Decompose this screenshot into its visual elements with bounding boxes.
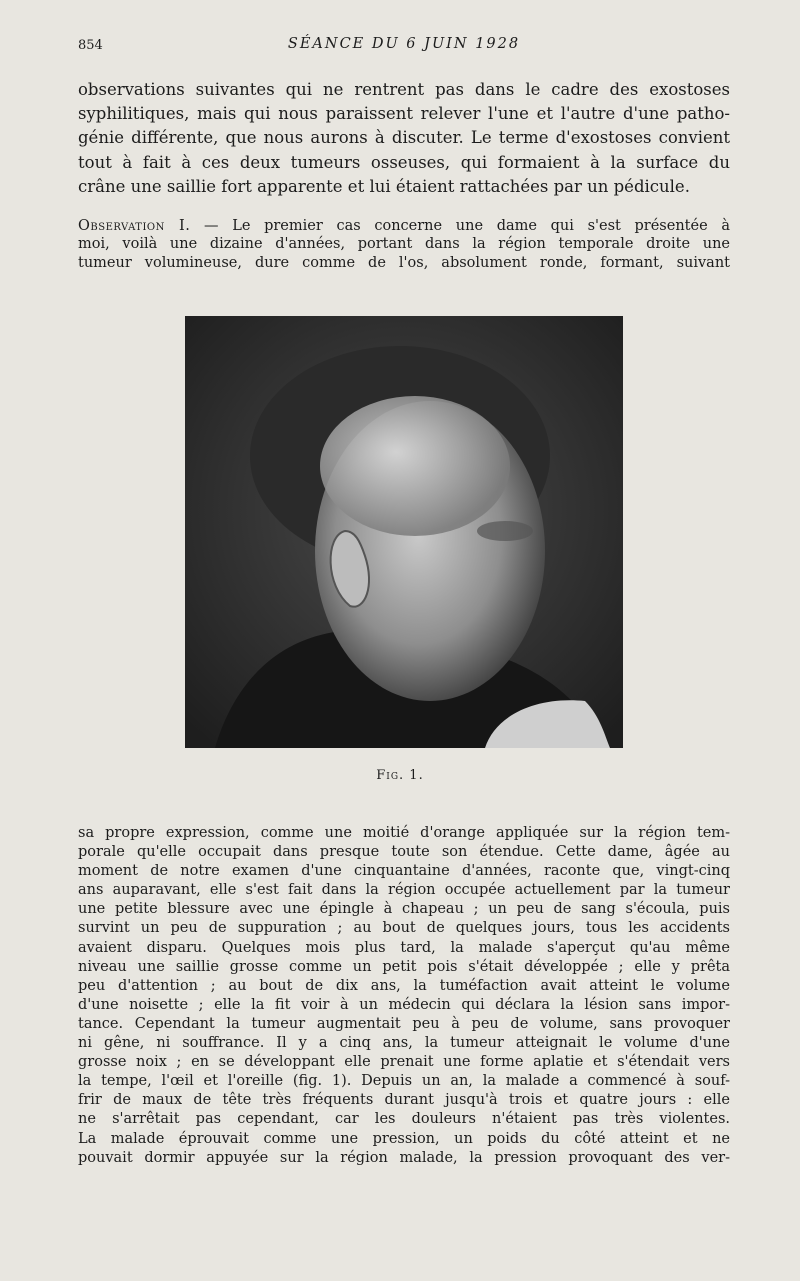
text-line: ans auparavant, elle s'est fait dans la région occupée actuellement par la tumeur — [78, 882, 730, 899]
text-line: observations suivantes qui ne rentrent pas dans le cadre des exostoses — [78, 80, 730, 99]
text-line: tumeur volumineuse, dure comme de l'os, absolument ronde, formant, suivant — [78, 254, 730, 271]
text-line — [78, 217, 730, 235]
observation-first-line: — Le premier cas concerne une dame qui s'est présentée à — [190, 218, 730, 234]
figure-caption — [0, 768, 800, 783]
text-line: moment de notre examen d'une cinquantaine d'années, raconte que, vingt-cinq — [78, 863, 730, 880]
intro-paragraph — [78, 78, 730, 199]
text-line: génie différente, que nous aurons à discuter. Le terme d'exostoses convient — [78, 128, 730, 148]
text-line: avaient disparu. Quelques mois plus tard, la malade s'aperçut qu'au même — [78, 939, 730, 956]
text-line: frir de maux de tête très fréquents durant jusqu'à trois et quatre jours : elle — [78, 1092, 730, 1109]
text-line: crâne une saillie fort apparente et lui étaient rattachées par un pédicule. — [78, 176, 690, 196]
text-line: ne s'arrêtait pas cependant, car les douleurs n'étaient pas très violentes. — [78, 1111, 730, 1128]
text-line: peu d'attention ; au bout de dix ans, la tuméfaction avait atteint le volume — [78, 977, 730, 994]
text-line: d'une noisette ; elle la fit voir à un médecin qui déclara la lésion sans impor- — [78, 996, 730, 1013]
text-line: pouvait dormir appuyée sur la région malade, la pression provoquant des ver- — [78, 1149, 730, 1166]
text-line: porale qu'elle occupait dans presque toute son étendue. Cette dame, âgée au — [78, 844, 730, 861]
text-line: survint un peu de suppuration ; au bout de quelques jours, tous les accidents — [78, 920, 730, 937]
text-line: sa propre expression, comme une moitié d'orange appliquée sur la région tem- — [78, 825, 730, 841]
figure-caption-text: Fig. 1. — [376, 768, 424, 783]
text-line: syphilitiques, mais qui nous paraissent relever l'une et l'autre d'une patho- — [78, 104, 730, 124]
observation-label: Observation I. — [78, 218, 191, 234]
figure-photograph — [185, 316, 623, 748]
text-line: niveau une saillie grosse comme un petit pois s'était développée ; elle y prêta — [78, 958, 730, 975]
text-line: grosse noix ; en se développant elle prenait une forme aplatie et s'étendait vers — [78, 1054, 730, 1071]
running-head — [78, 36, 730, 58]
text-line: une petite blessure avec une épingle à chapeau ; un peu de sang s'écoula, puis — [78, 901, 730, 918]
body-paragraph — [78, 824, 730, 1168]
text-line: tance. Cependant la tumeur augmentait peu à peu de volume, sans provoquer — [78, 1015, 730, 1032]
observation-paragraph — [78, 217, 730, 272]
text-line: la tempe, l'œil et l'oreille (fig. 1). Depuis un an, la malade a commencé à souf- — [78, 1073, 730, 1090]
text-line: moi, voilà une dizaine d'années, portant dans la région temporale droite une — [78, 236, 730, 253]
text-line: ni gêne, ni souffrance. Il y a cinq ans, la tumeur atteignait le volume d'une — [78, 1035, 730, 1052]
running-title: SÉANCE DU 6 JUIN 1928 — [287, 36, 521, 52]
page-number: 854 — [78, 38, 103, 53]
text-line: tout à fait à ces deux tumeurs osseuses, qui formaient à la surface du — [78, 152, 730, 172]
text-line: La malade éprouvait comme une pression, un poids du côté atteint et ne — [78, 1130, 730, 1147]
